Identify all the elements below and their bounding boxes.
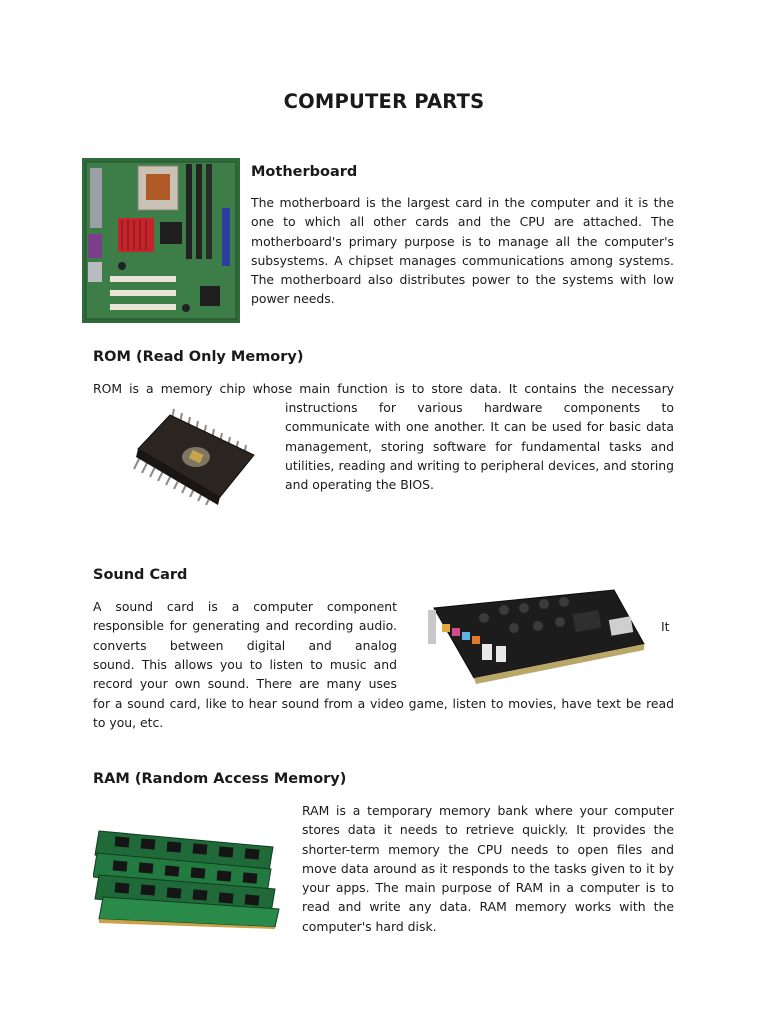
paragraph-line: ROM is a memory chip whose main function is to store data. It contains the necessary — [93, 381, 674, 396]
paragraph-line: one to which all other cards and the CPU are attached. The — [251, 214, 674, 230]
paragraph-line: for a sound card, like to hear sound from a video game, listen to movies, have text be read — [93, 696, 674, 711]
paragraph-line: sound. This allows you to listen to music and — [93, 656, 397, 672]
paragraph-line: converts between digital and analog — [93, 637, 397, 653]
rom-chip-image — [130, 405, 260, 527]
paragraph-line: RAM is a temporary memory bank where your computer — [302, 803, 674, 818]
paragraph-line: utilities, reading and writing to peripheral devices, and storing — [285, 457, 674, 473]
paragraph-line: stores data it needs to retrieve quickly. It provides the — [302, 822, 674, 838]
paragraph-line: computer's hard disk. — [302, 918, 437, 934]
paragraph-line: read and write any data. RAM memory works with the — [302, 899, 674, 915]
paragraph-line: The motherboard also distributes power to the systems with low — [251, 272, 674, 288]
motherboard-heading: Motherboard — [251, 164, 358, 180]
paragraph-line: management, storing software for fundamental tasks and — [285, 438, 674, 454]
motherboard-image — [82, 158, 240, 323]
motherboard-paragraph — [251, 193, 674, 309]
paragraph-line: The motherboard is the largest card in the computer and it is the — [251, 195, 674, 210]
paragraph-line: responsible for generating and recording audio. — [93, 618, 397, 634]
paragraph-line: subsystems. A chipset manages communications among systems. — [251, 252, 674, 268]
paragraph-line: your apps. The main purpose of RAM in a computer is to — [302, 880, 674, 896]
paragraph-line: instructions for various hardware components to — [285, 400, 674, 415]
sound-card-image — [414, 588, 646, 684]
page-title: COMPUTER PARTS — [283, 90, 485, 113]
sound-card-it-word: It — [661, 619, 670, 634]
paragraph-line: power needs. — [251, 291, 335, 307]
paragraph-line: and operating the BIOS. — [285, 477, 434, 493]
paragraph-line: to you, etc. — [93, 715, 164, 731]
paragraph-line: record your own sound. There are many uses — [93, 676, 397, 692]
paragraph-line: communicate with one another. It can be used for basic data — [285, 419, 674, 435]
sound-card-heading: Sound Card — [93, 567, 188, 583]
rom-heading: ROM (Read Only Memory) — [93, 349, 304, 365]
paragraph-line: move data around as it responds to the tasks given to it by — [302, 860, 674, 876]
paragraph-line: A sound card is a computer component — [93, 599, 397, 614]
rom-paragraph-first-line — [93, 379, 674, 398]
sound-card-paragraph — [93, 597, 397, 693]
ram-heading: RAM (Random Access Memory) — [93, 771, 347, 787]
ram-image — [93, 817, 283, 929]
rom-paragraph — [285, 398, 674, 494]
paragraph-line: motherboard's primary purpose is to manage all the computer's — [251, 233, 674, 249]
sound-card-paragraph-continued — [93, 694, 674, 733]
paragraph-line: shorter-term memory the CPU needs to open files and — [302, 841, 674, 857]
ram-paragraph — [302, 801, 674, 936]
